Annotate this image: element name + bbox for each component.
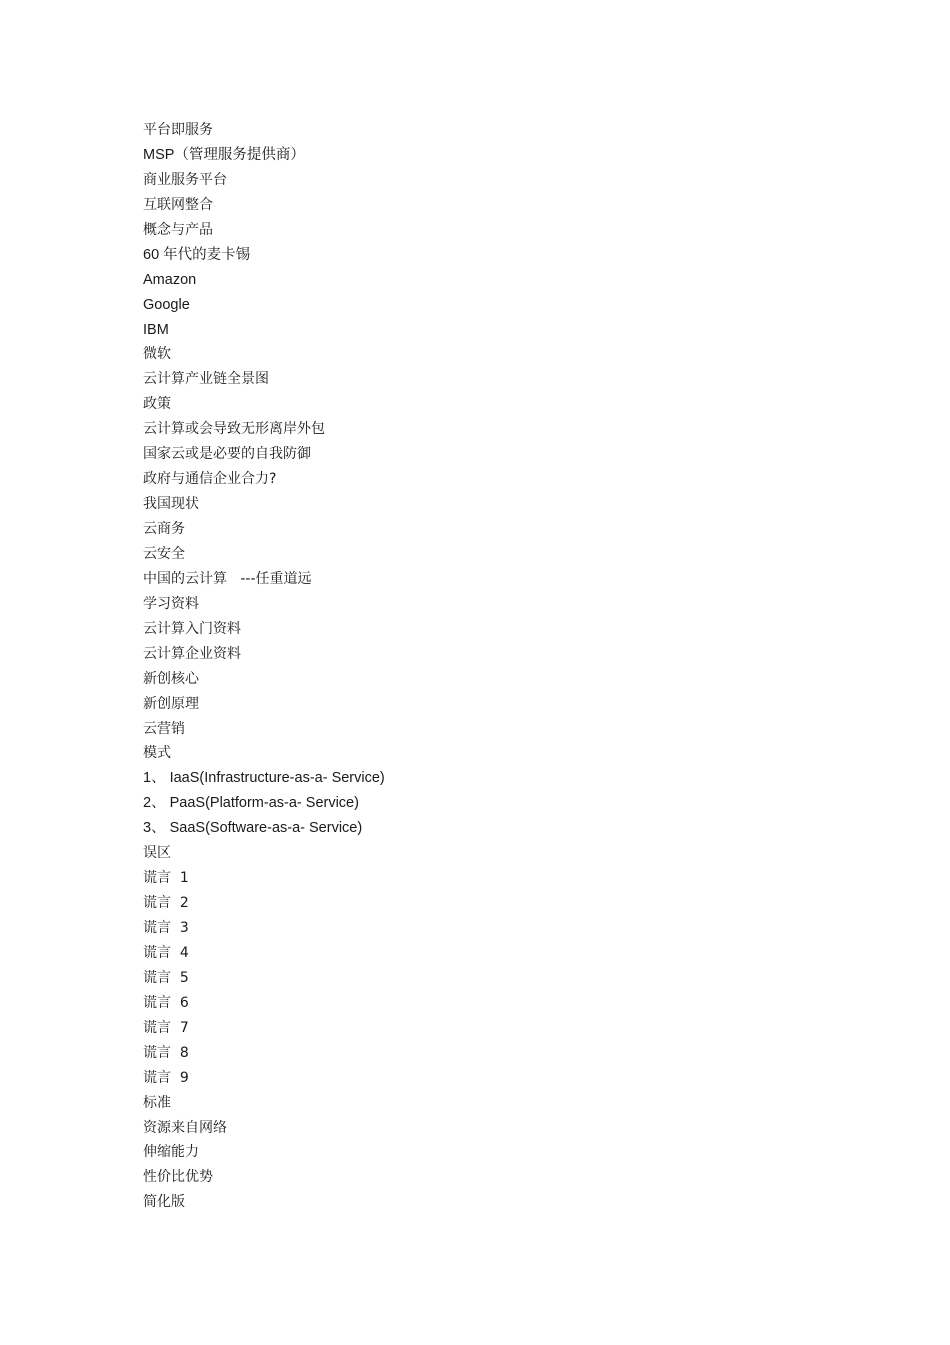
list-item: 云计算产业链全景图: [143, 371, 269, 388]
list-item: 学习资料: [143, 595, 199, 612]
list-item: 伸缩能力: [143, 1144, 199, 1161]
list-item: 误区: [143, 845, 171, 862]
list-item: 谎言 5: [143, 969, 189, 986]
list-item: 云计算企业资料: [143, 645, 241, 662]
list-item: 概念与产品: [143, 221, 213, 238]
list-item: 谎言 7: [143, 1019, 189, 1036]
list-item: 中国的云计算 ---任重道远: [143, 570, 312, 587]
list-item: 60 年代的麦卡锡: [143, 246, 251, 263]
list-item: 云商务: [143, 521, 185, 537]
list-item: 云营销: [143, 720, 185, 737]
list-item: 我国现状: [143, 496, 199, 513]
list-item: 模式: [143, 745, 171, 762]
list-item: Amazon: [143, 271, 197, 288]
list-item: 谎言 6: [143, 994, 189, 1011]
list-item: 资源来自网络: [143, 1119, 227, 1136]
list-item: 谎言 8: [143, 1044, 189, 1061]
list-item: 简化版: [143, 1194, 185, 1211]
list-item: 谎言 4: [143, 944, 189, 961]
list-item: IBM: [143, 321, 169, 338]
list-item: 新创核心: [143, 670, 199, 687]
list-item: 商业服务平台: [143, 171, 227, 188]
list-item: 政府与通信企业合力?: [143, 471, 277, 488]
list-item: 云安全: [143, 545, 185, 562]
list-item: 国家云或是必要的自我防御: [143, 446, 311, 463]
list-item: 性价比优势: [143, 1169, 213, 1186]
list-item: Google: [143, 296, 190, 313]
list-item: 2、 PaaS(Platform-as-a- Service): [143, 795, 359, 812]
list-item: 平台即服务: [143, 122, 213, 138]
list-item: 政策: [143, 396, 171, 413]
list-item: 谎言 9: [143, 1069, 189, 1086]
list-item: 新创原理: [143, 695, 199, 712]
list-item: 云计算入门资料: [143, 620, 241, 637]
list-item: 1、 IaaS(Infrastructure-as-a- Service): [143, 770, 385, 787]
list-item: 谎言 3: [143, 920, 189, 936]
list-item: 3、 SaaS(Software-as-a- Service): [143, 820, 363, 837]
list-item: 标准: [143, 1094, 171, 1111]
contents-list: [143, 118, 385, 1215]
list-item: 微软: [143, 346, 171, 363]
list-item: MSP（管理服务提供商）: [143, 146, 305, 163]
list-item: 谎言 2: [143, 895, 189, 912]
list-item: 互联网整合: [143, 196, 213, 213]
list-item: 谎言 1: [143, 870, 189, 887]
list-item: 云计算或会导致无形离岸外包: [143, 421, 325, 438]
